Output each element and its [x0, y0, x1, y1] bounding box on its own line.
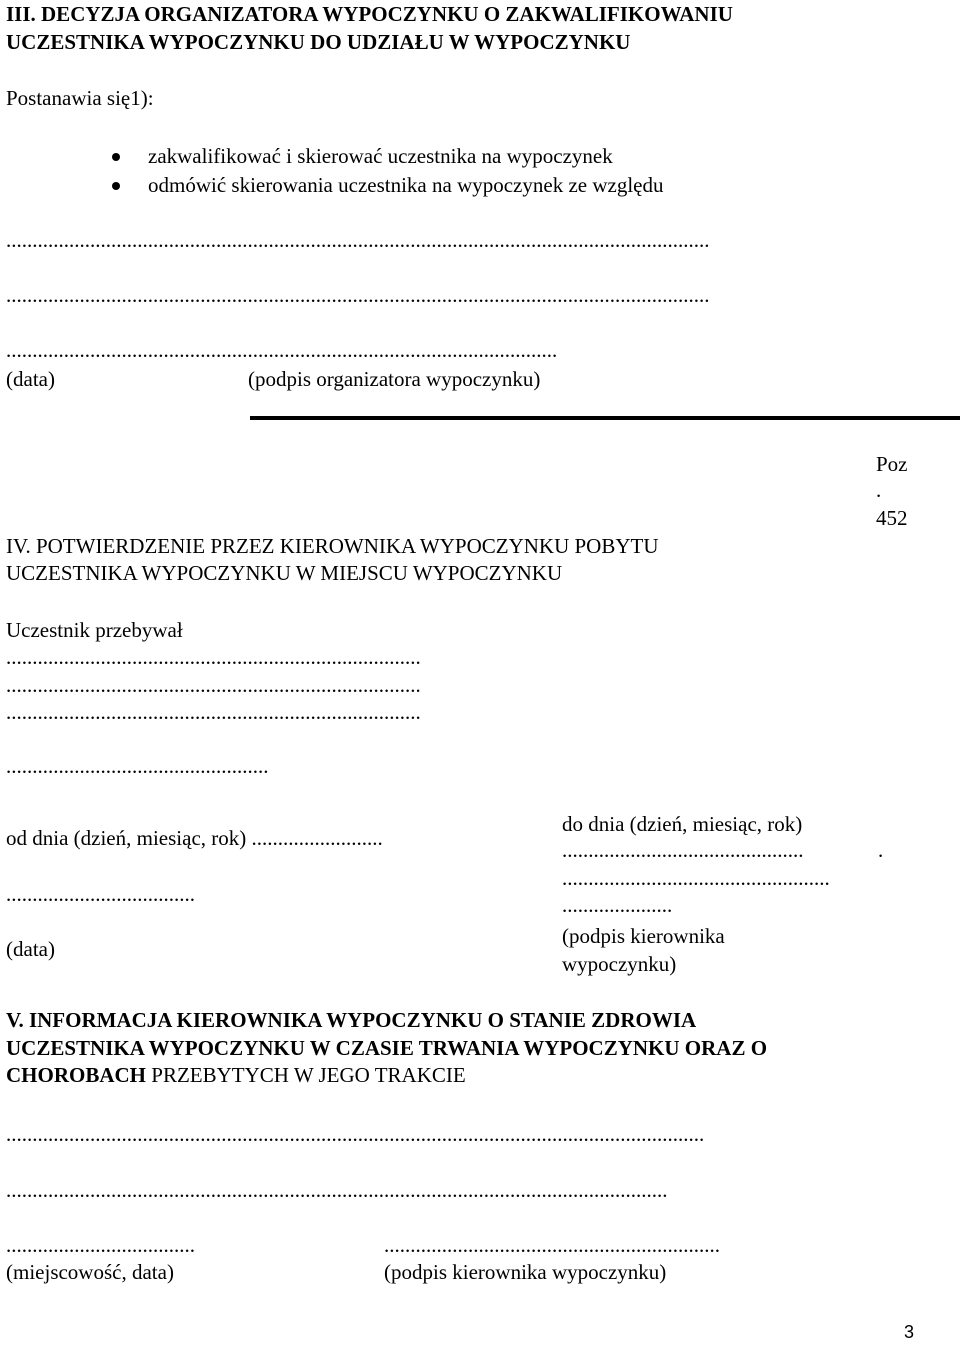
- side-note-line3: 452: [876, 506, 908, 530]
- option-refuse[interactable]: [112, 171, 663, 200]
- manager-signature-label-line2: wypoczynku): [562, 952, 677, 976]
- organizer-signature-label: (podpis organizatora wypoczynku): [248, 367, 541, 391]
- reason-dots-line3[interactable]: .........................................................................................................: [6, 338, 558, 362]
- side-note-line2: .: [876, 478, 882, 502]
- health-dots-line1[interactable]: .....................................................................................................................................: [6, 1122, 705, 1146]
- place-date-dots[interactable]: ....................................: [6, 1233, 195, 1257]
- health-dots-line2[interactable]: ..............................................................................................................................: [6, 1178, 668, 1202]
- reason-dots-line1[interactable]: ......................................................................................................................................: [6, 228, 710, 252]
- section5-heading-bold: CHOROBACH: [6, 1063, 147, 1087]
- manager-signature-label-line1: (podpis kierownika: [562, 924, 725, 948]
- from-date-field[interactable]: od dnia (dzień, miesiąc, rok) .........................: [6, 826, 383, 850]
- section5-heading-rest: PRZEBYTYCH W JEGO TRAKCIE: [146, 1063, 466, 1087]
- stay-dots-c[interactable]: ...............................................................................: [6, 700, 421, 724]
- stay-dots-a[interactable]: ...............................................................................: [6, 645, 421, 669]
- side-note-line1: Poz: [876, 452, 908, 476]
- section3-intro: Postanawia się1):: [6, 86, 154, 110]
- stay-label: Uczestnik przebywał: [6, 618, 183, 642]
- to-date-dots3[interactable]: .....................: [562, 893, 673, 917]
- to-date-dots2[interactable]: ...................................................: [562, 866, 830, 890]
- section4-heading-line1: [6, 534, 659, 559]
- stay-dots-d[interactable]: ..................................................: [6, 754, 269, 778]
- to-date-dots1[interactable]: ..............................................: [562, 838, 804, 862]
- place-date-label: (miejscowość, data): [6, 1260, 174, 1284]
- to-date-dot-end: .: [878, 838, 884, 862]
- section-divider: [250, 416, 960, 420]
- section3-heading-line2: UCZESTNIKA WYPOCZYNKU DO UDZIAŁU W WYPOCZYNKU: [6, 30, 631, 54]
- bullet-icon: [112, 153, 120, 161]
- section4-heading-line2: UCZESTNIKA WYPOCZYNKU W MIEJSCU WYPOCZYNKU: [6, 561, 563, 585]
- option-label: odmówić skierowania uczestnika na wypoczynek ze względu: [148, 173, 664, 197]
- option-label: zakwalifikować i skierować uczestnika na wypoczynek: [148, 144, 613, 168]
- section5-heading-line3: [6, 1063, 466, 1088]
- date-label: (data): [6, 937, 55, 961]
- date-label: (data): [6, 367, 55, 391]
- stay-dots-b[interactable]: ...............................................................................: [6, 673, 421, 697]
- section5-heading-line2: UCZESTNIKA WYPOCZYNKU W CZASIE TRWANIA WYPOCZYNKU ORAZ O: [6, 1036, 768, 1060]
- bullet-icon: [112, 182, 120, 190]
- page-number: 3: [904, 1322, 915, 1342]
- reason-dots-line2[interactable]: ......................................................................................................................................: [6, 283, 710, 307]
- section5-heading-line1: V. INFORMACJA KIEROWNIKA WYPOCZYNKU O STANIE ZDROWIA: [6, 1008, 697, 1032]
- manager-signature-label: (podpis kierownika wypoczynku): [384, 1260, 667, 1284]
- to-date-label: do dnia (dzień, miesiąc, rok): [562, 812, 803, 836]
- manager-signature-dots[interactable]: ................................................................: [384, 1233, 720, 1257]
- date-dots[interactable]: ....................................: [6, 882, 195, 906]
- qualification-options: [112, 142, 663, 200]
- section4-heading-text: IV. POTWIERDZENIE PRZEZ KIEROWNIKA WYPOCZYNKU POBYTU: [6, 534, 659, 558]
- section3-heading-line1: III. DECYZJA ORGANIZATORA WYPOCZYNKU O ZAKWALIFIKOWANIU: [6, 2, 733, 26]
- option-qualify[interactable]: [112, 142, 663, 171]
